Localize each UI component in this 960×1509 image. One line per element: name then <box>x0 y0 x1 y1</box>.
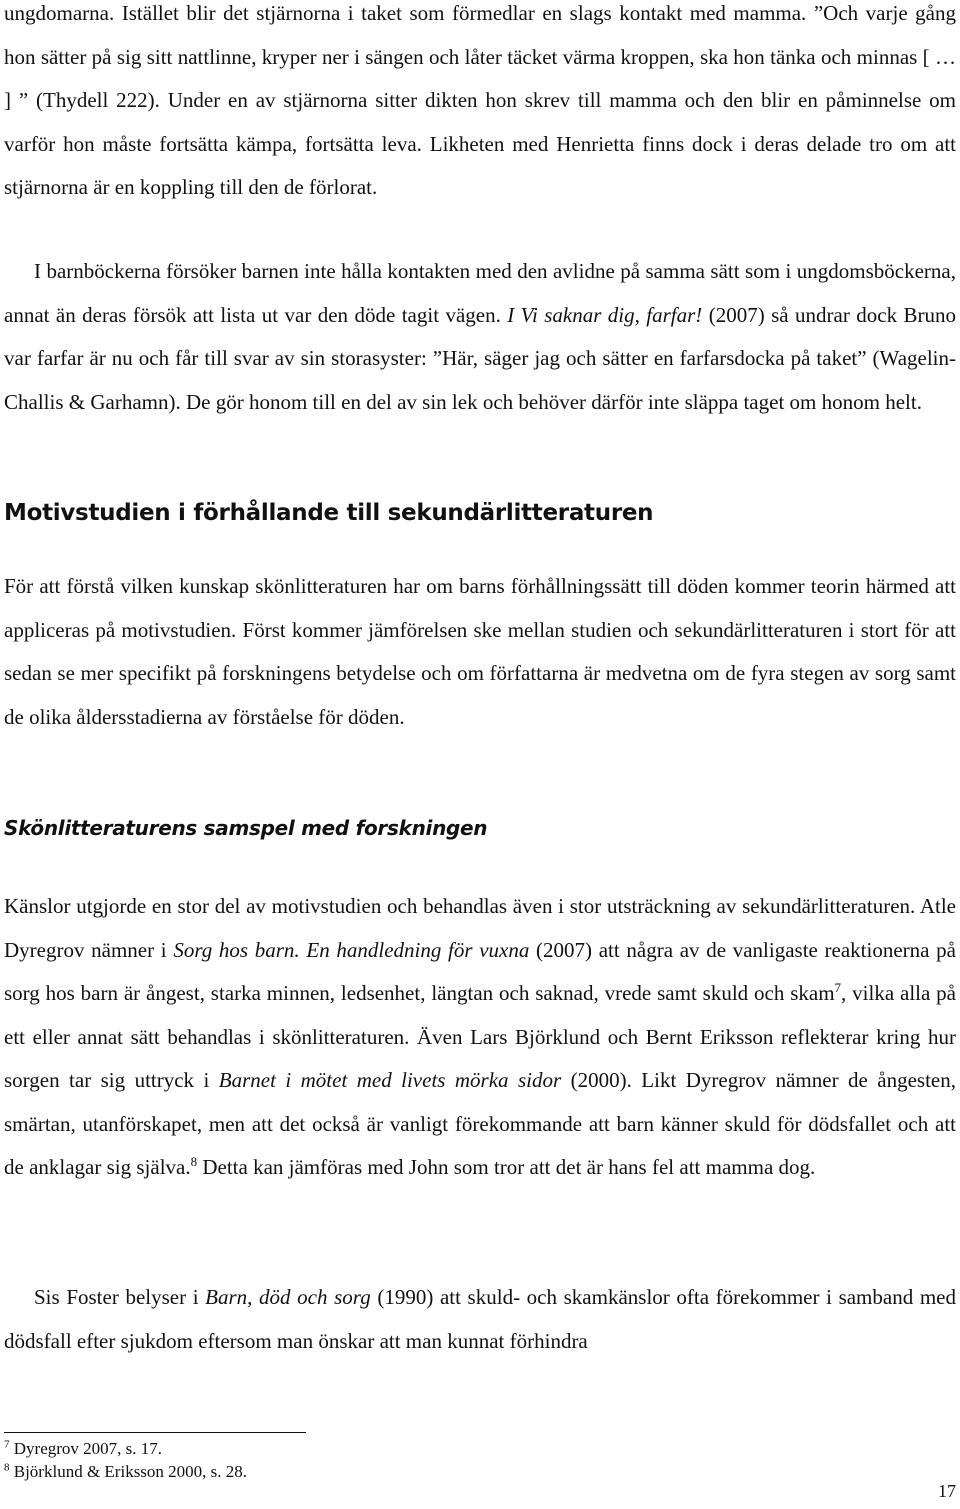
footnote-text: Björklund & Eriksson 2000, s. 28. <box>9 1462 248 1481</box>
paragraph-text: I barnböckerna försöker barnen inte hålla kontakten med den avlidne på samma sätt som i ungdomsböckerna, annat än deras försök att lista ut var den döde tagit vägen. <box>4 259 956 327</box>
footnote-ref[interactable]: 7 <box>834 980 842 995</box>
subsection-heading: Skönlitteraturens samspel med forskningen <box>4 816 488 840</box>
book-title: Barnet i mötet med livets mörka sidor <box>218 1068 562 1092</box>
paragraph-text: (2000). Likt Dyregrov nämner de ångesten, smärtan, utanförskapet, men att det också är vanligt förekommande att barn känner skuld för dödsfallet och att de anklagar sig själva. <box>4 1068 956 1179</box>
footnote <box>4 1461 247 1483</box>
footnote-ref[interactable]: 8 <box>190 1154 198 1169</box>
paragraph-text: Sis Foster belyser i <box>34 1285 206 1309</box>
footnote-text: Dyregrov 2007, s. 17. <box>9 1439 163 1458</box>
paragraph-text: Känslor utgjorde en stor del av motivstudien och behandlas även i stor utsträckning av sekundärlitteraturen. Atle Dyregrov nämner i <box>4 894 956 962</box>
footnote-divider <box>4 1432 306 1433</box>
book-title: Sorg hos barn. En handledning för vuxna <box>173 937 530 962</box>
paragraph-emotions <box>4 885 956 1190</box>
book-title: I Vi saknar dig, farfar! <box>507 302 703 327</box>
page-number: 17 <box>938 1481 956 1501</box>
paragraph-text: Detta kan jämföras med John som tror att det är hans fel att mamma dog. <box>197 1155 816 1179</box>
paragraph-text: , vilka alla på ett eller annat sätt behandlas i skönlitteraturen. Även Lars Björklund och Bernt Eriksson reflekterar kring hur sorgen tar sig uttryck i <box>4 981 956 1092</box>
section-heading: Motivstudien i förhållande till sekundärlitteraturen <box>4 500 654 526</box>
paragraph-guilt <box>4 1276 956 1363</box>
book-title: Barn, död och sorg <box>205 1285 371 1309</box>
paragraph-text: (1990) att skuld- och skamkänslor ofta förekommer i samband med dödsfall efter sjukdom eftersom man önskar att man kunnat förhindra <box>4 1285 956 1353</box>
paragraph-childrens-books <box>4 250 956 424</box>
paragraph-method: För att förstå vilken kunskap skönlitteraturen har om barns förhållningssätt till döden kommer teorin härmed att appliceras på motivstudien. Först kommer jämförelsen ske mellan studien och sekundärlitteraturen i stort för att sedan se mer specifikt på forskningens betydelse och om författarna är medvetna om de fyra stegen av sorg samt de olika åldersstadierna av förståelse för döden. <box>4 574 956 729</box>
footnote <box>4 1438 162 1460</box>
paragraph-stars: ungdomarna. Istället blir det stjärnorna i taket som förmedlar en slags kontakt med mamma. ”Och varje gång hon sätter på sig sitt nattlinne, kryper ner i sängen och låter täcket värma kroppen, ska hon tänka och minnas [ … ] ” (Thydell 222). Under en av stjärnorna sitter dikten hon skrev till mamma och den blir en påminnelse om varför hon måste fortsätta kämpa, fortsätta leva. Likheten med Henrietta finns dock i deras delade tro om att stjärnorna är en koppling till den de förlorat. <box>4 1 956 199</box>
footnote-number: 7 <box>4 1438 10 1451</box>
paragraph-text: (2007) så undrar dock Bruno var farfar är nu och får till svar av sin storasyster: ”Här, säger jag och sätter en farfarsdocka på taket” (Wagelin-Challis & Garhamn). De gör honom till en del av sin lek och behöver därför inte släppa taget om honom helt. <box>4 302 956 414</box>
footnote-number: 8 <box>4 1461 10 1474</box>
paragraph-text: (2007) att några av de vanligaste reaktionerna på sorg hos barn är ångest, starka minnen, ledsenhet, längtan och saknad, vrede samt skuld och skam <box>4 937 956 1005</box>
